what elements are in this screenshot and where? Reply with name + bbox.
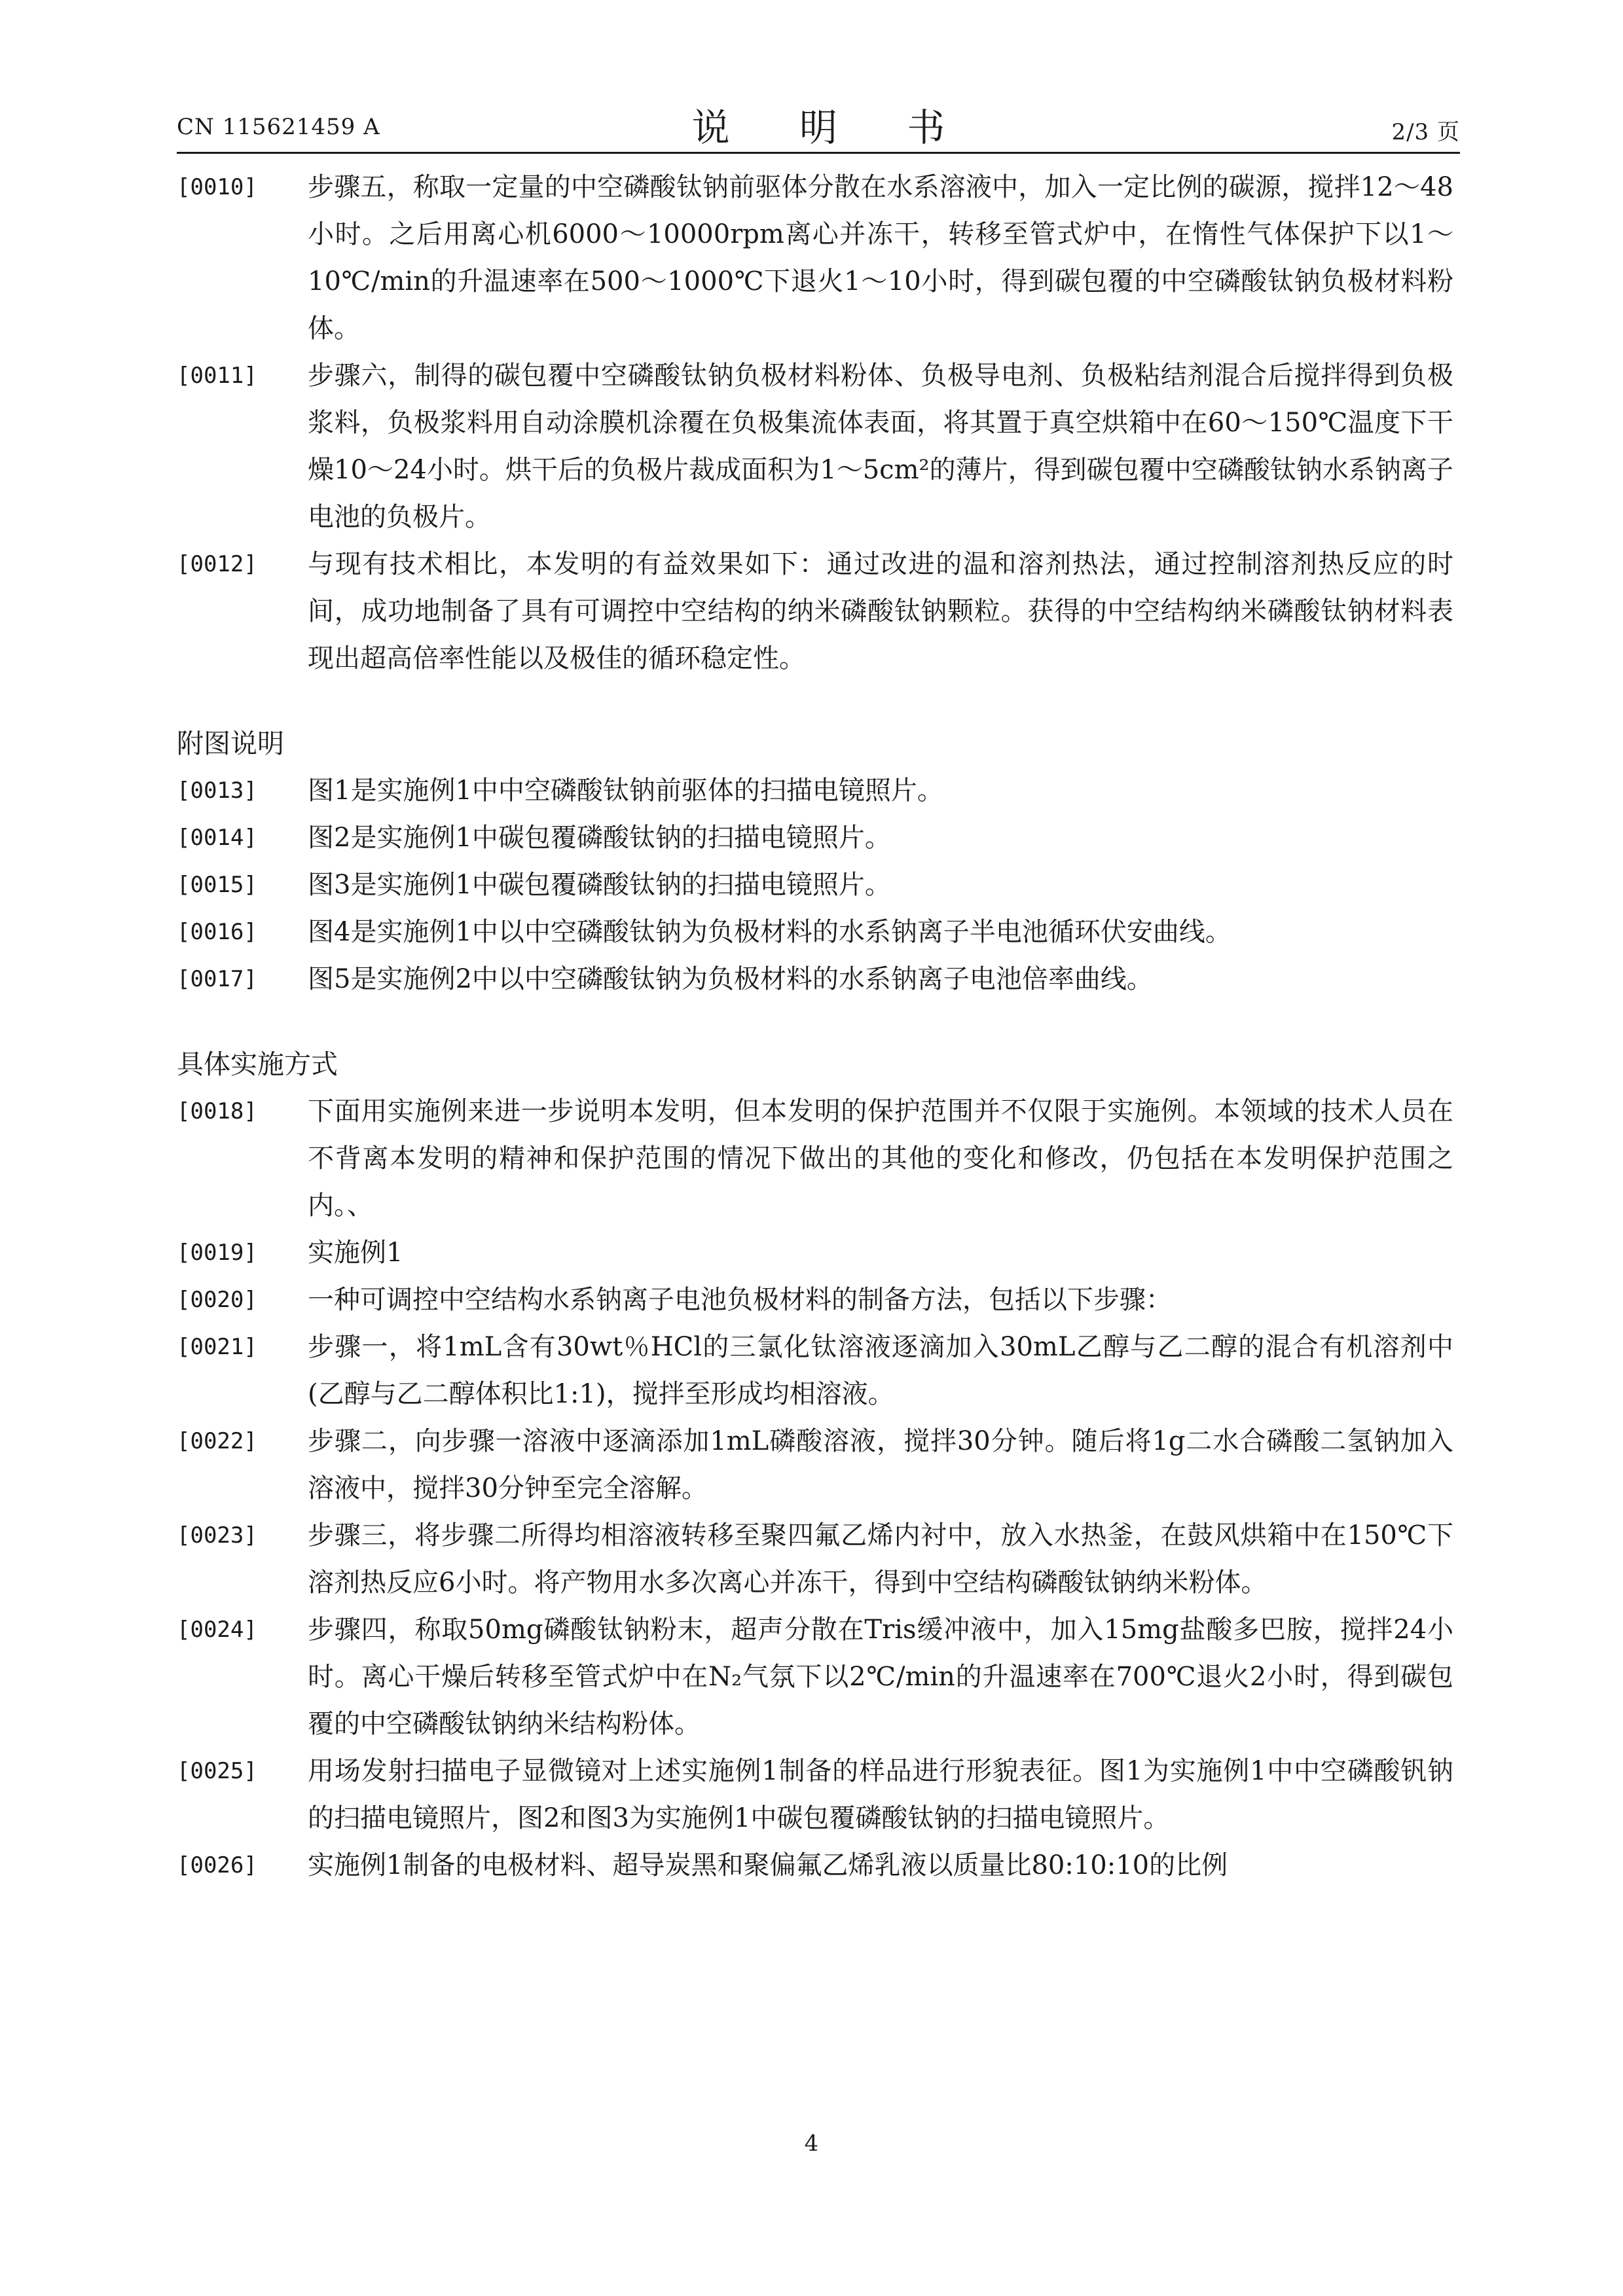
paragraph-group-figures [177,767,1453,1003]
paragraph [177,767,1453,814]
paragraph-text: 图5是实施例2中以中空磷酸钛钠为负极材料的水系钠离子电池倍率曲线。 [308,964,1153,994]
section-spacer [177,682,1453,720]
paragraph-text: 步骤五，称取一定量的中空磷酸钛钠前驱体分散在水系溶液中，加入一定比例的碳源，搅拌12～48小时。之后用离心机6000～10000rpm离心并冻干，转移至管式炉中，在惰性气体保护下以1～10℃/min的升温速率在500～1000℃下退火1～10小时，得到碳包覆的中空磷酸钛钠负极材料粉体。 [308,172,1453,344]
paragraph-number: [0010] [177,174,257,200]
paragraph-number: [0016] [177,919,257,945]
section-title-figures: 附图说明 [177,728,284,759]
section-spacer [177,1003,1453,1041]
paragraph-text: 步骤四，称取50mg磷酸钛钠粉末，超声分散在Tris缓冲液中，加入15mg盐酸多巴胺，搅拌24小时。离心干燥后转移至管式炉中在N₂气氛下以2℃/min的升温速率在700℃退火2小时，得到碳包覆的中空磷酸钛钠纳米结构粉体。 [308,1615,1453,1739]
document-body [177,164,1453,1889]
paragraph-number: [0026] [177,1852,257,1878]
paragraph [177,1088,1453,1229]
header-rule [177,152,1460,154]
paragraph-text: 步骤一，将1mL含有30wt％HCl的三氯化钛溶液逐滴加入30mL乙醇与乙二醇的混合有机溶剂中(乙醇与乙二醇体积比1:1)，搅拌至形成均相溶液。 [308,1332,1453,1409]
paragraph [177,956,1453,1003]
paragraph [177,1276,1453,1323]
paragraph-group-embodiments [177,1088,1453,1889]
paragraph [177,1323,1453,1418]
paragraph-number: [0017] [177,966,257,992]
paragraph [177,908,1453,956]
document-title: 说 明 书 [691,105,974,150]
paragraph [177,1418,1453,1512]
paragraph [177,1842,1453,1889]
paragraph-text: 图4是实施例1中以中空磷酸钛钠为负极材料的水系钠离子半电池循环伏安曲线。 [308,917,1231,947]
paragraph [177,1512,1453,1606]
paragraph-text: 实施例1 [308,1238,403,1268]
page-footer-number: 4 [804,2130,819,2157]
paragraph [177,1748,1453,1842]
publication-number: CN 115621459 A [177,114,380,140]
paragraph-text: 图2是实施例1中碳包覆磷酸钛钠的扫描电镜照片。 [308,823,891,853]
paragraph [177,164,1453,352]
paragraph-number: [0018] [177,1098,257,1124]
paragraph-text: 下面用实施例来进一步说明本发明，但本发明的保护范围并不仅限于实施例。本领域的技术人员在不背离本发明的精神和保护范围的情况下做出的其他的变化和修改，仍包括在本发明保护范围之内。、 [308,1096,1453,1221]
paragraph-text: 步骤二，向步骤一溶液中逐滴添加1mL磷酸溶液，搅拌30分钟。随后将1g二水合磷酸二氢钠加入溶液中，搅拌30分钟至完全溶解。 [308,1426,1453,1503]
paragraph-text: 步骤六，制得的碳包覆中空磷酸钛钠负极材料粉体、负极导电剂、负极粘结剂混合后搅拌得到负极浆料，负极浆料用自动涂膜机涂覆在负极集流体表面，将其置于真空烘箱中在60～150℃温度下干燥10～24小时。烘干后的负极片裁成面积为1～5cm²的薄片，得到碳包覆中空磷酸钛钠水系钠离子电池的负极片。 [308,361,1453,532]
paragraph-number: [0022] [177,1428,257,1454]
paragraph-number: [0019] [177,1240,257,1266]
paragraph [177,541,1453,682]
paragraph [177,1229,1453,1276]
paragraph-group-steps [177,164,1453,682]
paragraph-number: [0015] [177,872,257,898]
page-header [177,85,1460,157]
paragraph-number: [0025] [177,1758,257,1784]
paragraph-number: [0013] [177,778,257,804]
paragraph-text: 图3是实施例1中碳包覆磷酸钛钠的扫描电镜照片。 [308,870,891,900]
paragraph-text: 步骤三，将步骤二所得均相溶液转移至聚四氟乙烯内衬中，放入水热釜，在鼓风烘箱中在150℃下溶剂热反应6小时。将产物用水多次离心并冻干，得到中空结构磷酸钛钠纳米粉体。 [308,1520,1453,1598]
paragraph-text: 实施例1制备的电极材料、超导炭黑和聚偏氟乙烯乳液以质量比80:10:10的比例 [308,1850,1228,1880]
paragraph-text: 与现有技术相比，本发明的有益效果如下：通过改进的温和溶剂热法，通过控制溶剂热反应的时间，成功地制备了具有可调控中空结构的纳米磷酸钛钠颗粒。获得的中空结构纳米磷酸钛钠材料表现出超高倍率性能以及极佳的循环稳定性。 [308,549,1453,673]
section-title-embodiments: 具体实施方式 [177,1049,338,1080]
paragraph-number: [0014] [177,825,257,851]
paragraph [177,1606,1453,1748]
paragraph-text: 用场发射扫描电子显微镜对上述实施例1制备的样品进行形貌表征。图1为实施例1中中空磷酸钒钠的扫描电镜照片，图2和图3为实施例1中碳包覆磷酸钛钠的扫描电镜照片。 [308,1756,1453,1833]
paragraph-number: [0021] [177,1334,257,1360]
paragraph [177,352,1453,541]
page-indicator: 2/3 页 [1391,119,1460,145]
paragraph-number: [0024] [177,1617,257,1643]
paragraph [177,814,1453,861]
paragraph-number: [0012] [177,551,257,577]
paragraph [177,861,1453,908]
paragraph-text: 一种可调控中空结构水系钠离子电池负极材料的制备方法，包括以下步骤： [308,1285,1172,1315]
paragraph-number: [0011] [177,363,257,389]
paragraph-number: [0020] [177,1287,257,1313]
paragraph-number: [0023] [177,1522,257,1549]
paragraph-text: 图1是实施例1中中空磷酸钛钠前驱体的扫描电镜照片。 [308,776,943,806]
